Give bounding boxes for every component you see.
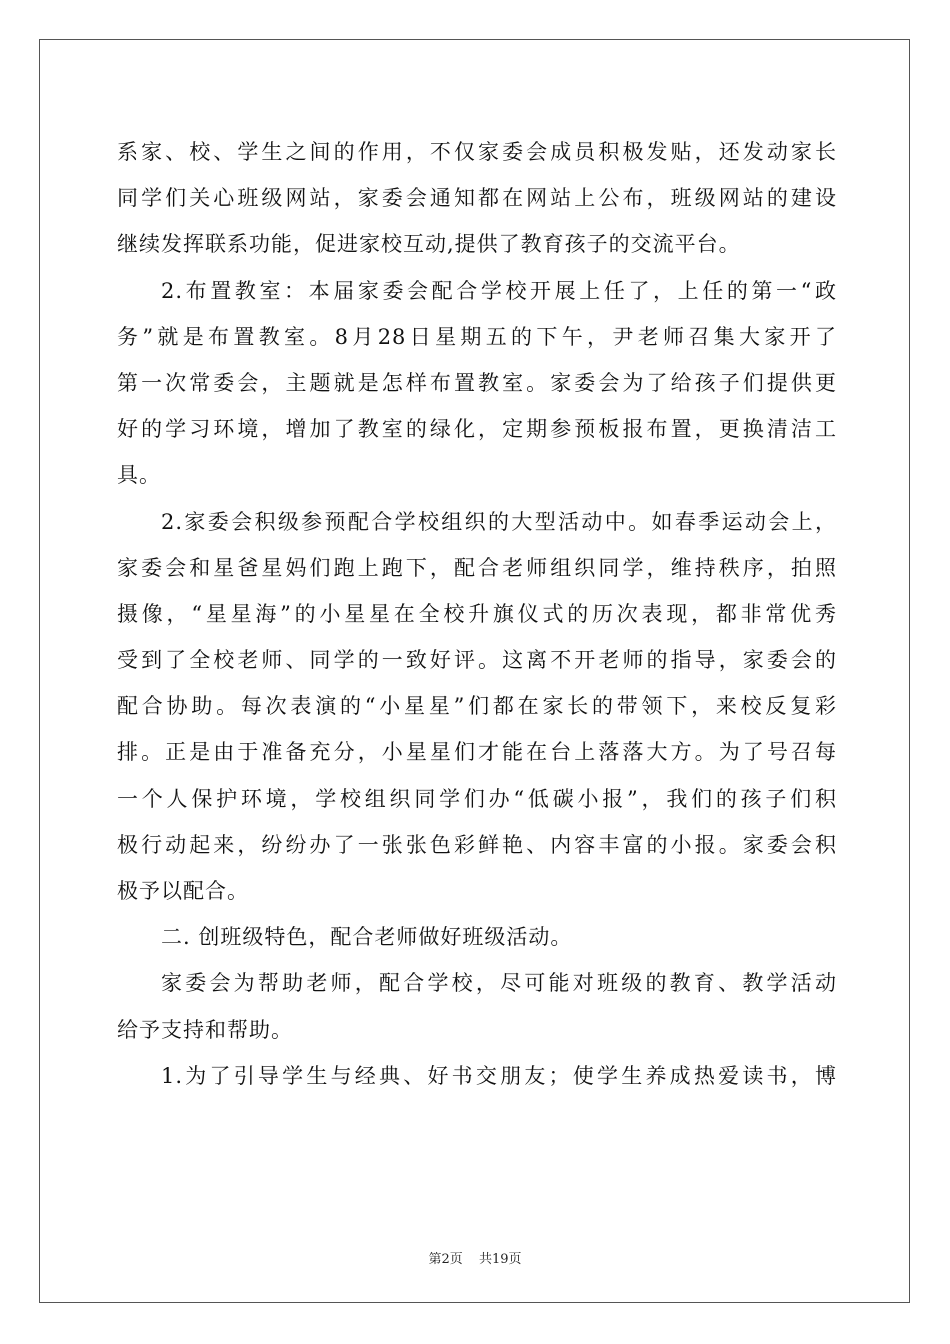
section-heading: 二. 创班级特色，配合老师做好班级活动。: [161, 925, 573, 950]
text-line: 一个人保护环境，学校组织同学们办“低碳小报”，我们的孩子们积: [117, 786, 837, 811]
text-line: 2.布置教室：本届家委会配合学校开展上任了，上任的第一“政: [161, 278, 837, 303]
text-line: 好的学习环境，增加了教室的绿化，定期参预板报布置，更换清洁工: [117, 417, 837, 442]
text-line: 系家、校、学生之间的作用，不仅家委会成员积极发贴，还发动家长: [117, 140, 837, 164]
document-body: [117, 129, 837, 1099]
text-line: 家委会和星爸星妈们跑上跑下，配合老师组织同学，维持秩序，拍照: [117, 555, 837, 580]
text-line: 给予支持和帮助。: [117, 1017, 293, 1042]
page-number: 第2页: [428, 1252, 463, 1267]
text-line: 务”就是布置教室。8月28日星期五的下午，尹老师召集大家开了: [117, 324, 837, 349]
page-total: 共19页: [478, 1252, 522, 1267]
text-line: 受到了全校老师、同学的一致好评。这离不开老师的指导，家委会的: [117, 648, 837, 673]
text-line: 摄像，“星星海”的小星星在全校升旗仪式的历次表现，都非常优秀: [117, 601, 837, 626]
text-line: 配合协助。每次表演的“小星星”们都在家长的带领下，来校反复彩: [117, 694, 837, 719]
text-line: 极行动起来，纷纷办了一张张色彩鲜艳、内容丰富的小报。家委会积: [117, 832, 837, 857]
page-footer: [0, 1248, 950, 1267]
text-line: 第一次常委会，主题就是怎样布置教室。家委会为了给孩子们提供更: [117, 370, 837, 395]
text-line: 同学们关心班级网站，家委会通知都在网站上公布，班级网站的建设: [117, 186, 837, 211]
text-line: 1.为了引导学生与经典、好书交朋友；使学生养成热爱读书，博: [161, 1063, 837, 1088]
text-line: 继续发挥联系功能，促进家校互动,提供了教育孩子的交流平台。: [117, 232, 741, 257]
text-line: 排。正是由于准备充分，小星星们才能在台上落落大方。为了号召每: [117, 740, 837, 765]
text-line: 2.家委会积级参预配合学校组织的大型活动中。如春季运动会上，: [161, 509, 837, 534]
text-line: 具。: [117, 463, 161, 488]
text-line: 极予以配合。: [117, 879, 249, 903]
text-line: 家委会为帮助老师，配合学校，尽可能对班级的教育、教学活动: [161, 971, 837, 996]
